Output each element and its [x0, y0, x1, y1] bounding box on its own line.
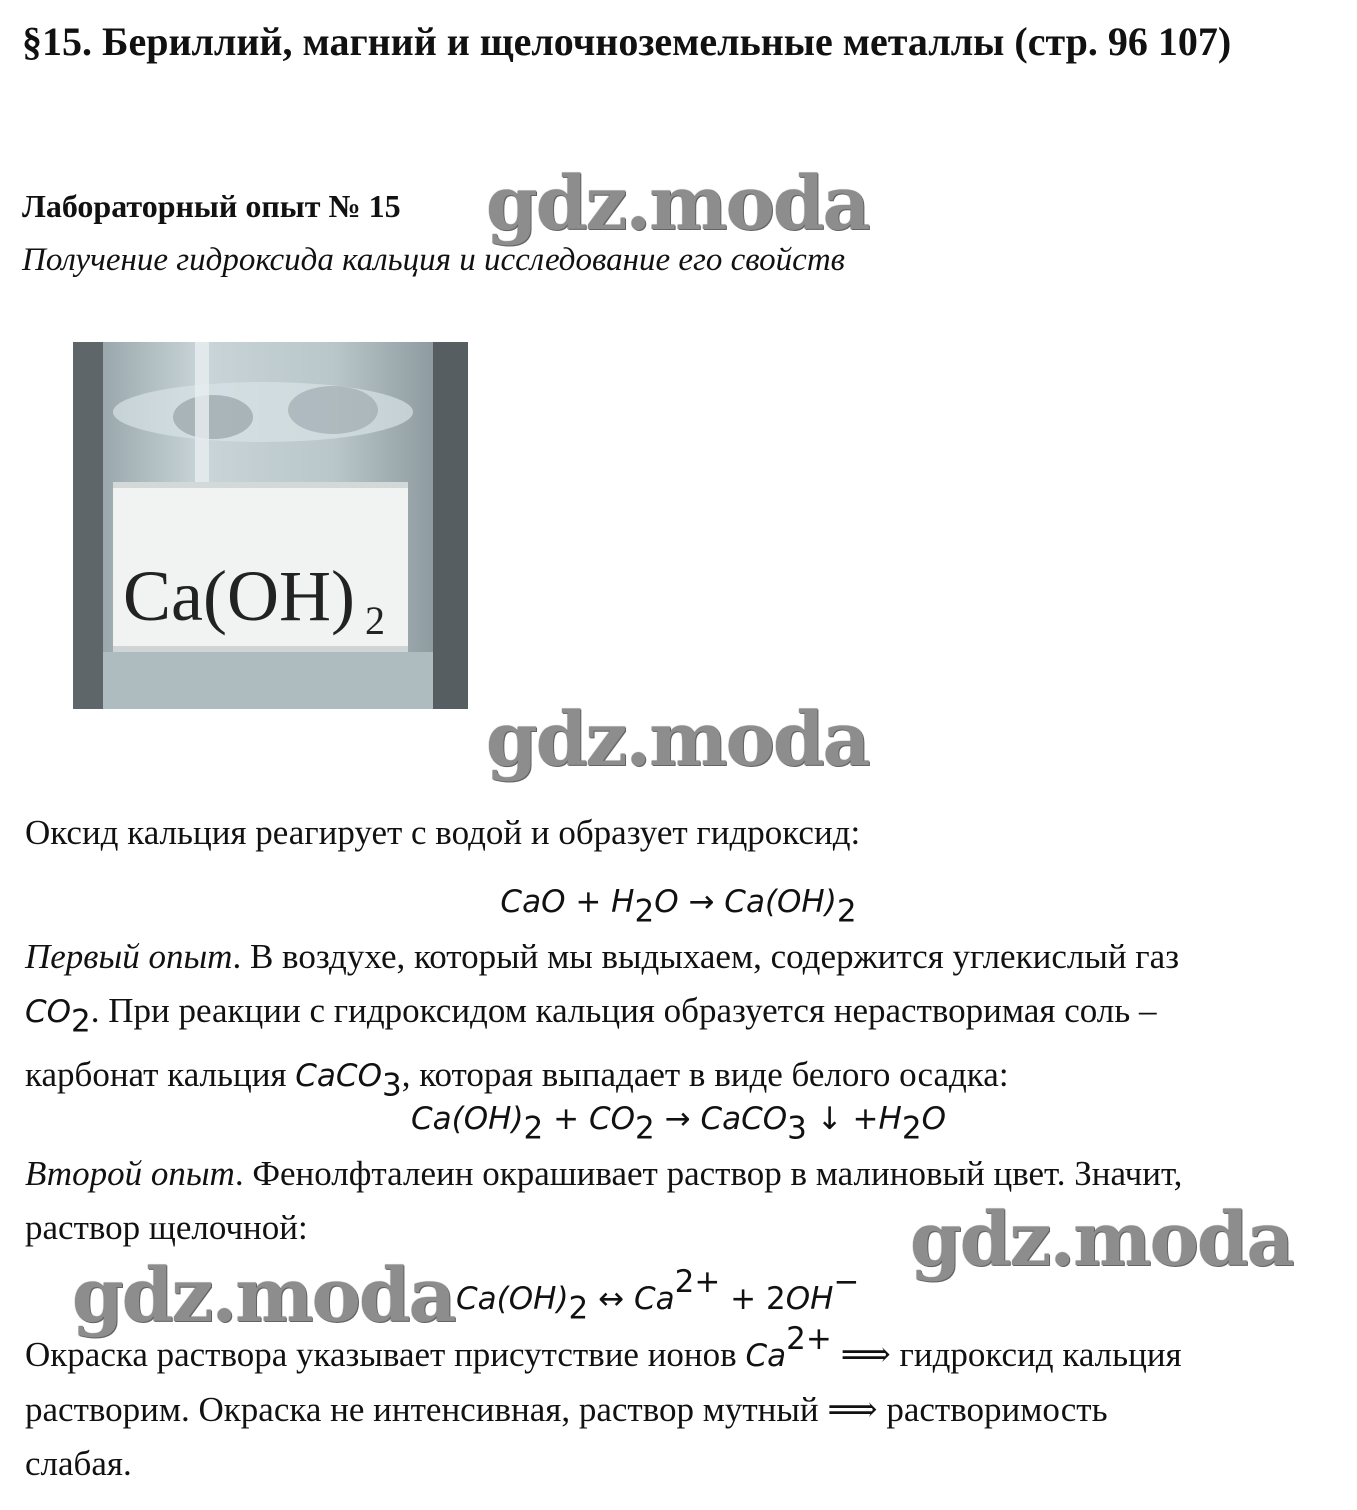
conclusion-text-e: слабая. — [25, 1444, 132, 1484]
eq2-down-arrow: ↓ + — [806, 1101, 879, 1137]
page-title: §15. Бериллий, магний и щелочноземельные металлы (стр. 96 107) — [22, 19, 1232, 64]
eq1-product: Ca(OH) — [724, 884, 837, 920]
eq3-b: Ca — [633, 1281, 675, 1318]
ca-ion: Ca — [745, 1338, 787, 1375]
eq3-c: OH — [785, 1281, 834, 1318]
eq2-c: CaCO — [700, 1101, 788, 1137]
experiment-1-paragraph — [25, 930, 1335, 1113]
experiment-1-text-c: карбонат кальция — [25, 1055, 296, 1095]
eq3-b-sup: 2+ — [674, 1264, 721, 1300]
eq2-a: Ca(OH) — [411, 1101, 524, 1137]
eq1-cao: CaO — [500, 884, 566, 920]
watermark: gdz.moda — [486, 161, 869, 247]
co2-formula: CO — [25, 994, 72, 1030]
eq1-plus: + — [565, 884, 612, 920]
equation-2 — [0, 1097, 1357, 1150]
beaker-label-subscript: 2 — [365, 598, 385, 643]
eq2-b: CO — [588, 1101, 636, 1137]
experiment-photo — [73, 342, 468, 709]
eq3-plus: + 2 — [720, 1281, 786, 1318]
watermark: gdz.moda — [910, 1197, 1293, 1283]
conclusion-text-c: растворим. Окраска не интенсивная, раствор мутный — [25, 1390, 828, 1430]
eq3-a: Ca(OH) — [456, 1281, 569, 1318]
eq2-e: O — [921, 1101, 946, 1137]
lab-subtitle: Получение гидроксида кальция и исследование его свойств — [22, 242, 845, 278]
beaker-illustration — [73, 342, 468, 709]
ca-ion-sup: 2+ — [786, 1321, 832, 1357]
implies-symbol: ⟹ — [831, 1335, 900, 1375]
implies-symbol: ⟹ — [827, 1390, 878, 1430]
conclusion-paragraph — [25, 1312, 1335, 1491]
experiment-1-text-b: . При реакции с гидроксидом кальция образуется нерастворимая соль – — [90, 991, 1157, 1030]
eq2-arrow: → — [654, 1101, 701, 1137]
eq2-a-sub: 2 — [523, 1110, 544, 1147]
watermark: gdz.moda — [486, 697, 869, 783]
experiment-1-text-d: , которая выпадает в виде белого осадка: — [401, 1055, 1009, 1095]
eq2-c-sub: 3 — [787, 1110, 807, 1147]
co2-sub: 2 — [71, 1003, 91, 1040]
eq1-h: H — [611, 884, 635, 920]
beaker-label-text: Ca(OH) — [123, 556, 355, 636]
eq2-d-sub: 2 — [901, 1110, 922, 1147]
experiment-1-label: Первый опыт — [25, 937, 233, 976]
eq1-arrow: → — [678, 884, 725, 920]
caco3-sub: 3 — [381, 1067, 402, 1104]
experiment-2-label: Второй опыт — [25, 1154, 235, 1193]
eq3-a-sub: 2 — [568, 1290, 589, 1327]
watermark: gdz.moda — [72, 1253, 455, 1339]
caco3-formula: CaCO — [295, 1058, 382, 1095]
eq2-d: H — [878, 1101, 902, 1137]
eq1-o: O — [654, 884, 679, 920]
lab-heading: Лабораторный опыт № 15 — [22, 188, 401, 224]
eq1-h-sub: 2 — [634, 893, 655, 930]
experiment-2-text-a: . Фенолфталеин окрашивает раствор в малиновый цвет. Значит, — [234, 1154, 1183, 1193]
equation-1 — [0, 880, 1357, 933]
experiment-1-text-a: . В воздухе, который мы выдыхаем, содержится углекислый газ — [232, 937, 1180, 976]
intro-text: Оксид кальция реагирует с водой и образует гидроксид: — [25, 813, 861, 852]
conclusion-text-b: гидроксид кальция — [899, 1335, 1182, 1375]
experiment-2-text-b: раствор щелочной: — [25, 1208, 308, 1247]
eq3-c-sup: − — [833, 1264, 860, 1300]
eq2-b-sub: 2 — [635, 1110, 655, 1147]
experiment-2-paragraph — [25, 1147, 1335, 1255]
eq2-plus: + — [543, 1101, 589, 1137]
conclusion-text-a: Окраска раствора указывает присутствие ионов — [25, 1335, 746, 1375]
conclusion-text-d: растворимость — [877, 1390, 1108, 1430]
eq3-arrow: ↔ — [588, 1281, 634, 1318]
eq1-product-sub: 2 — [836, 893, 857, 930]
